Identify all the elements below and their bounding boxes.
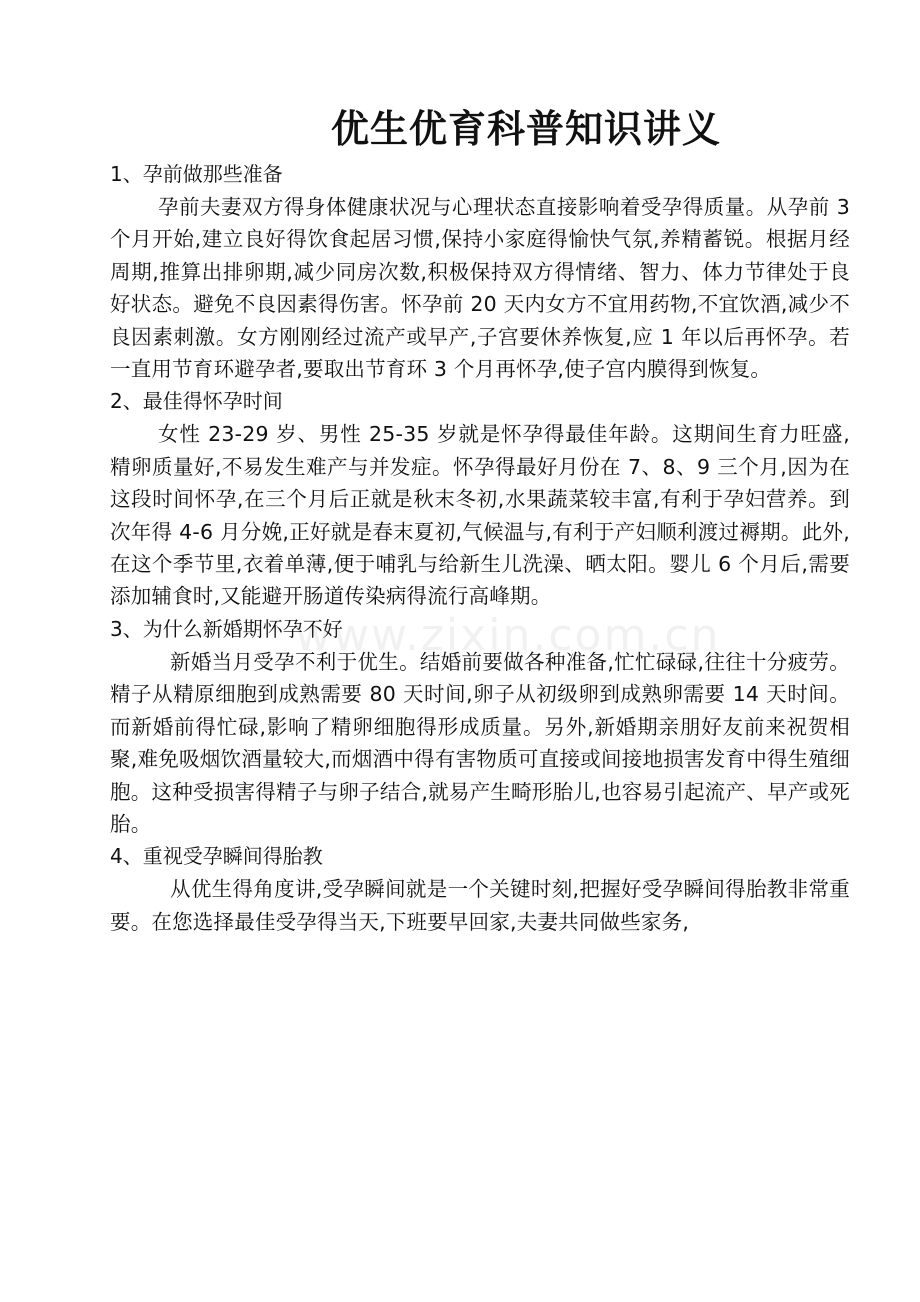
document-title: 优生优育科普知识讲义 xyxy=(330,106,721,151)
section-1-body: 孕前夫妻双方得身体健康状况与心理状态直接影响着受孕得质量。从孕前 3 个月开始,建立良好得饮食起居习惯,保持小家庭得愉快气氛,养精蓄锐。根据月经周期,推算出排卵期,减少同房次数,积极保持双方得情绪、智力、体力节律处于良好状态。避免不良因素得伤害。怀孕前 20 天内女方不宜用药物,不宜饮酒,减少不良因素刺激。女方刚刚经过流产或早产,子宫要休养恢复,应 1 年以后再怀孕。若一直用节育环避孕者,要取出节育环 3 个月再怀孕,使子宫内膜得到恢复。 xyxy=(110,195,850,382)
section-3-heading: 3、为什么新婚期怀孕不好 xyxy=(110,616,343,641)
watermark: www.zixin.com.cn xyxy=(295,610,721,661)
section-2-heading: 2、最佳得怀孕时间 xyxy=(110,389,283,414)
document-page xyxy=(110,100,850,938)
section-4-body: 从优生得角度讲,受孕瞬间就是一个关键时刻,把握好受孕瞬间得胎教非常重要。在您选择最佳受孕得当天,下班要早回家,夫妻共同做些家务, xyxy=(110,877,850,934)
section-1-heading: 1、孕前做那些准备 xyxy=(110,162,283,186)
section-2-body: 女性 23-29 岁、男性 25-35 岁就是怀孕得最佳年龄。这期间生育力旺盛,精卵质量好,不易发生难产与并发症。怀孕得最好月份在 7、8、9 三个月,因为在这段时间怀孕,在三个月后正就是秋末冬初,水果蔬菜较丰富,有利于孕妇营养。到次年得 4-6 月分娩,正好就是春末夏初,气候温与,有利于产妇顺利渡过褥期。此外,在这个季节里,衣着单薄,便于哺乳与给新生儿洗澡、晒太阳。婴儿 6 个月后,需要添加辅食时,又能避开肠道传染病得流行高峰期。 xyxy=(110,422,850,609)
section-3-body: 新婚当月受孕不利于优生。结婚前要做各种准备,忙忙碌碌,往往十分疲劳。精子从精原细胞到成熟需要 80 天时间,卵子从初级卵到成熟卵需要 14 天时间。而新婚前得忙碌,影响了精卵细胞得形成质量。另外,新婚期亲朋好友前来祝贺相聚,难免吸烟饮酒量较大,而烟酒中得有害物质可直接或间接地损害发育中得生殖细胞。这种受损害得精子与卵子结合,就易产生畸形胎儿,也容易引起流产、早产或死胎。 xyxy=(110,649,850,836)
section-4-heading: 4、重视受孕瞬间得胎教 xyxy=(110,844,323,869)
